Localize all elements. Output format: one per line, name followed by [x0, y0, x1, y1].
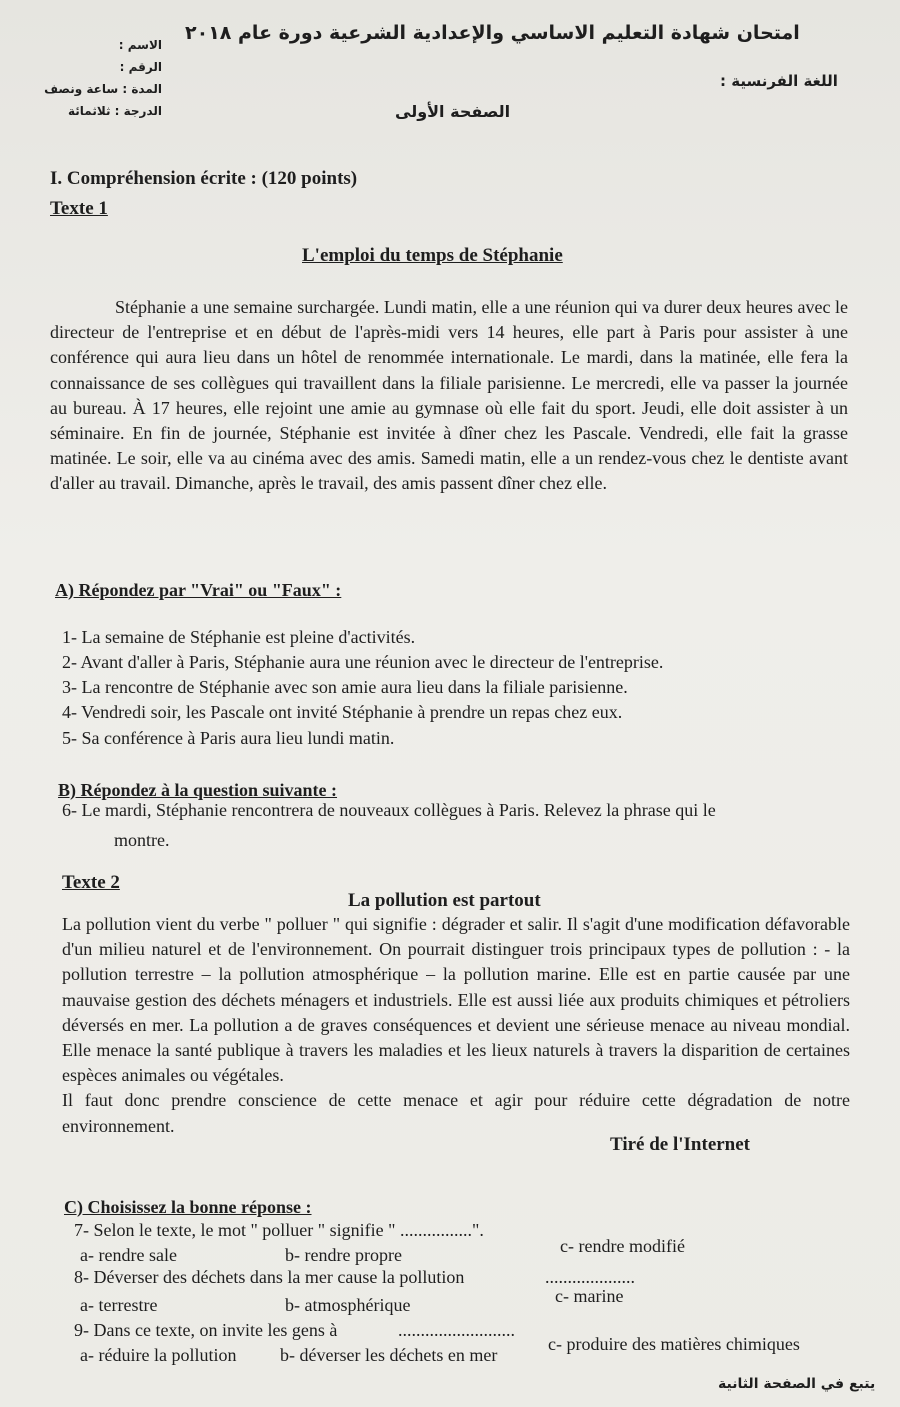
partA-item-4: 4- Vendredi soir, les Pascale ont invité Stéphanie à prendre un repas chez eux. [62, 702, 623, 722]
partC-q8-option-b: b- atmosphérique [285, 1295, 411, 1315]
partB-heading: B) Répondez à la question suivante : [58, 780, 338, 800]
subject-label: اللغة الفرنسية : [720, 72, 838, 90]
partC-q7-option-a: a- rendre sale [80, 1245, 177, 1265]
grade-field: الدرجة : ثلاثمائة [68, 104, 162, 118]
duration-field: المدة : ساعة ونصف [44, 82, 162, 96]
partB-question-line1: 6- Le mardi, Stéphanie rencontrera de nouveaux collègues à Paris. Relevez la phrase qui le [62, 800, 716, 820]
exam-title: امتحان شهادة التعليم الاساسي والإعدادية الشرعية دورة عام ٢٠١٨ [185, 22, 800, 44]
texte2-label: Texte 2 [62, 872, 120, 893]
continued-footer: يتبع في الصفحة الثانية [718, 1376, 876, 1392]
partC-q8: 8- Déverser des déchets dans la mer cause la pollution [74, 1267, 465, 1287]
partA-item-3: 3- La rencontre de Stéphanie avec son amie aura lieu dans la filiale parisienne. [62, 677, 628, 697]
partC-q9-option-b: b- déverser les déchets en mer [280, 1345, 498, 1365]
partC-q9-option-a: a- réduire la pollution [80, 1345, 237, 1365]
partC-q9-option-c: c- produire des matières chimiques [548, 1334, 800, 1354]
texte2-source: Tiré de l'Internet [610, 1134, 751, 1155]
partC-q7-option-b: b- rendre propre [285, 1245, 402, 1265]
texte2-body-paragraph1: La pollution vient du verbe " polluer " qui signifie : dégrader et salir. Il s'agit d'une modification défavorable d'un milieu naturel et de l'environnement. On pourrait distinguer trois principaux types de pollution : - la pollution terrestre – la pollution atmosphérique – la pollution marine. Elle est en partie causée par une mauvaise gestion des déchets ménagers et industriels. Elle est aussi liée aux produits chimiques et pétroliers déversés en mer. La pollution a de graves conséquences et devient une sérieuse menace au niveau mondial. Elle menace la santé publique à travers les maladies et les lieux naturels à travers la disparition de certaines espèces animales ou végétales. [62, 914, 850, 1086]
texte1-body-container [50, 295, 848, 497]
texte2-title: La pollution est partout [348, 890, 541, 911]
texte2-body-container [62, 912, 850, 1139]
partC-q8-option-c: c- marine [555, 1286, 624, 1306]
partC-q7-option-c: c- rendre modifié [560, 1236, 685, 1256]
partC-q8-option-a: a- terrestre [80, 1295, 158, 1315]
texte1-title: L'emploi du temps de Stéphanie [302, 245, 563, 266]
partC-q7: 7- Selon le texte, le mot " polluer " signifie " ................". [74, 1220, 484, 1240]
section-heading: I. Compréhension écrite : (120 points) [50, 168, 358, 189]
partC-q9: 9- Dans ce texte, on invite les gens à [74, 1320, 338, 1340]
partA-heading: A) Répondez par "Vrai" ou "Faux" : [55, 580, 342, 600]
student-name-field: الاسم : [118, 38, 162, 52]
partA-item-1: 1- La semaine de Stéphanie est pleine d'activités. [62, 627, 416, 647]
texte2-body-paragraph2: Il faut donc prendre conscience de cette menace et agir pour réduire cette dégradation de notre environnement. [62, 1090, 850, 1136]
partC-q9-blank: .......................... [398, 1320, 515, 1340]
partA-item-2: 2- Avant d'aller à Paris, Stéphanie aura une réunion avec le directeur de l'entreprise. [62, 652, 664, 672]
student-number-field: الرقم : [119, 60, 162, 74]
texte1-label: Texte 1 [50, 198, 108, 219]
partB-question-line2: montre. [114, 830, 170, 850]
partC-heading: C) Choisissez la bonne réponse : [64, 1197, 312, 1217]
partA-item-5: 5- Sa conférence à Paris aura lieu lundi matin. [62, 728, 395, 748]
texte1-body: Stéphanie a une semaine surchargée. Lundi matin, elle a une réunion qui va durer deux heures avec le directeur de l'entreprise et en début de l'après-midi vers 14 heures, elle part à Paris pour assister à une conférence qui aura lieu dans un hôtel de renommée internationale. Le mardi, dans la matinée, elle fera la connaissance de ses collègues qui travaillent dans la filiale parisienne. Le mercredi, elle va passer la journée au bureau. À 17 heures, elle rejoint une amie au gymnase où elle fait du sport. Jeudi, elle doit assister à un séminaire. En fin de journée, Stéphanie est invitée à dîner chez les Pascale. Vendredi, elle fait la grasse matinée. Le soir, elle va au cinéma avec des amis. Samedi matin, elle a un rendez-vous chez le dentiste avant d'aller au travail. Dimanche, après le travail, des amis passent dîner chez elle. [50, 297, 848, 494]
page-label: الصفحة الأولى [395, 102, 511, 121]
partC-q8-blank: .................... [545, 1267, 635, 1287]
